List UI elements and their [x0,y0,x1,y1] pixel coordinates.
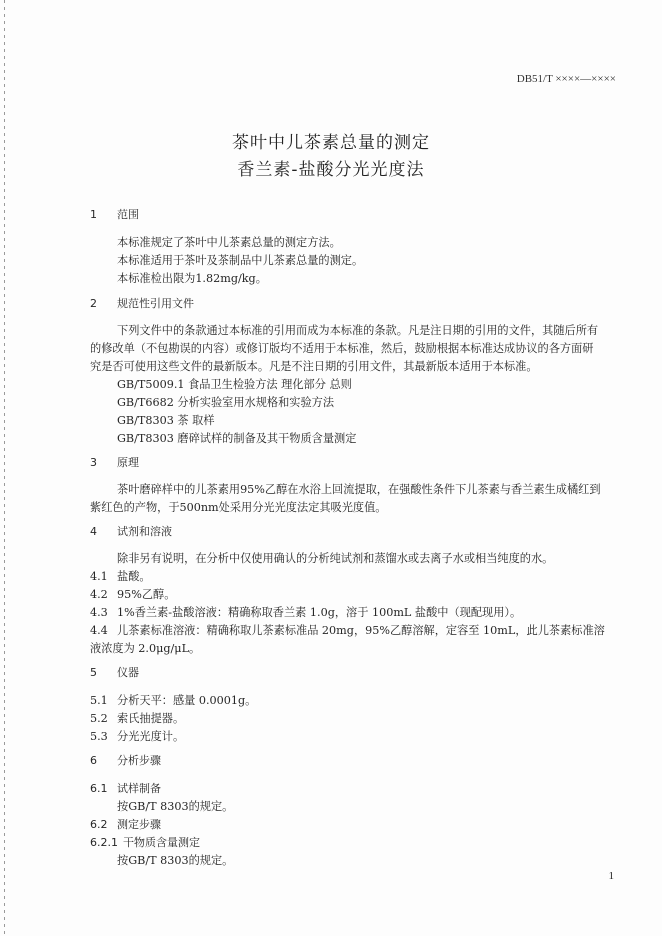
title-line-1: 茶叶中儿茶素总量的测定 [232,133,430,153]
item-number: 5.2 [90,712,108,725]
item-number: 5.3 [90,730,108,743]
reference-item: GB/T8303 磨碎试样的制备及其干物质含量测定 [117,432,357,445]
item-text: 索氏抽提器。 [117,712,185,725]
item-text: 盐酸。 [117,570,151,583]
item-text: 试样制备 [117,782,161,795]
page-number: 1 [608,870,614,882]
section-3-heading [90,456,139,470]
paragraph: 本标准规定了茶叶中儿茶素总量的测定方法。 [117,236,341,249]
paragraph: 本标准检出限为1.82mg/kg。 [117,272,267,285]
item-number: 4.1 [90,570,108,583]
section-title: 试剂和溶液 [117,525,172,538]
item-text: 分析天平：感量 0.0001g。 [117,694,257,707]
section-number: 4 [90,525,97,538]
section-number: 2 [90,297,97,310]
subsection-heading [90,818,161,832]
reference-item: GB/T6682 分析实验室用水规格和实验方法 [117,396,335,409]
section-title: 仪器 [117,666,139,679]
paragraph: 本标准适用于茶叶及茶制品中儿茶素总量的测定。 [117,254,364,267]
section-2-heading [90,297,194,311]
numbered-item [90,712,184,726]
paragraph-line: 究是否可使用这些文件的最新版本。凡是不注日期的引用文件，其最新版本适用于本标准。 [90,360,538,373]
subsection-heading [90,782,161,796]
item-text: 分光光度计。 [117,730,185,743]
section-title: 分析步骤 [117,754,161,767]
section-1-heading [90,208,139,222]
paragraph: 除非另有说明，在分析中仅使用确认的分析纯试剂和蒸馏水或去离子水或相当纯度的水。 [117,552,554,565]
reference-item: GB/T8303 茶 取样 [117,414,215,427]
section-number: 3 [90,456,97,469]
reference-item: GB/T5009.1 食品卫生检验方法 理化部分 总则 [117,378,352,391]
section-5-heading [90,666,139,680]
paragraph-line: 紫红色的产物，于500nm处采用分光光度法定其吸光度值。 [90,501,387,514]
item-text: 测定步骤 [117,818,161,831]
paragraph-line: 茶叶磨碎样中的儿茶素用95%乙醇在水浴上回流提取，在强酸性条件下儿茶素与香兰素生成橘红到 [117,483,601,496]
section-number: 5 [90,666,97,679]
paragraph: 按GB/T 8303的规定。 [117,800,234,813]
paragraph-line: 的修改单（不包勘误的内容）或修订版均不适用于本标准，然后，鼓励根据本标准达成协议的各方面研 [90,342,594,355]
section-4-heading [90,525,172,539]
section-number: 1 [90,208,97,221]
numbered-item [90,588,175,602]
title-line-2: 香兰素-盐酸分光光度法 [237,160,425,180]
item-number: 6.1 [90,782,108,795]
item-number: 4.3 [90,606,108,619]
subsection-heading [90,836,200,850]
section-title: 原理 [117,456,139,469]
section-6-heading [90,754,161,768]
paragraph-line: 液浓度为 2.0μg/μL。 [90,642,201,655]
numbered-item [90,624,605,638]
numbered-item [90,570,151,584]
numbered-item [90,606,521,620]
item-number: 6.2 [90,818,108,831]
item-number: 4.2 [90,588,108,601]
standard-code: DB51/T ××××—×××× [516,73,616,85]
item-text: 1%香兰素-盐酸溶液：精确称取香兰素 1.0g，溶于 100mL 盐酸中（现配现用）。 [117,606,522,619]
item-number: 6.2.1 [90,836,118,849]
item-number: 4.4 [90,624,108,637]
item-text: 儿茶素标准溶液：精确称取儿茶素标准品 20mg，95%乙醇溶解，定容至 10mL，此儿茶素标准溶 [117,624,605,637]
section-number: 6 [90,754,97,767]
numbered-item [90,694,256,708]
section-title: 规范性引用文件 [117,297,194,310]
paragraph: 按GB/T 8303的规定。 [117,854,234,867]
item-number: 5.1 [90,694,108,707]
paragraph-line: 下列文件中的条款通过本标准的引用而成为本标准的条款。凡是注日期的引用的文件，其随后所有 [117,324,599,337]
section-title: 范围 [117,208,139,221]
item-text: 95%乙醇。 [117,588,176,601]
numbered-item [90,730,184,744]
item-text: 干物质含量测定 [123,836,200,849]
